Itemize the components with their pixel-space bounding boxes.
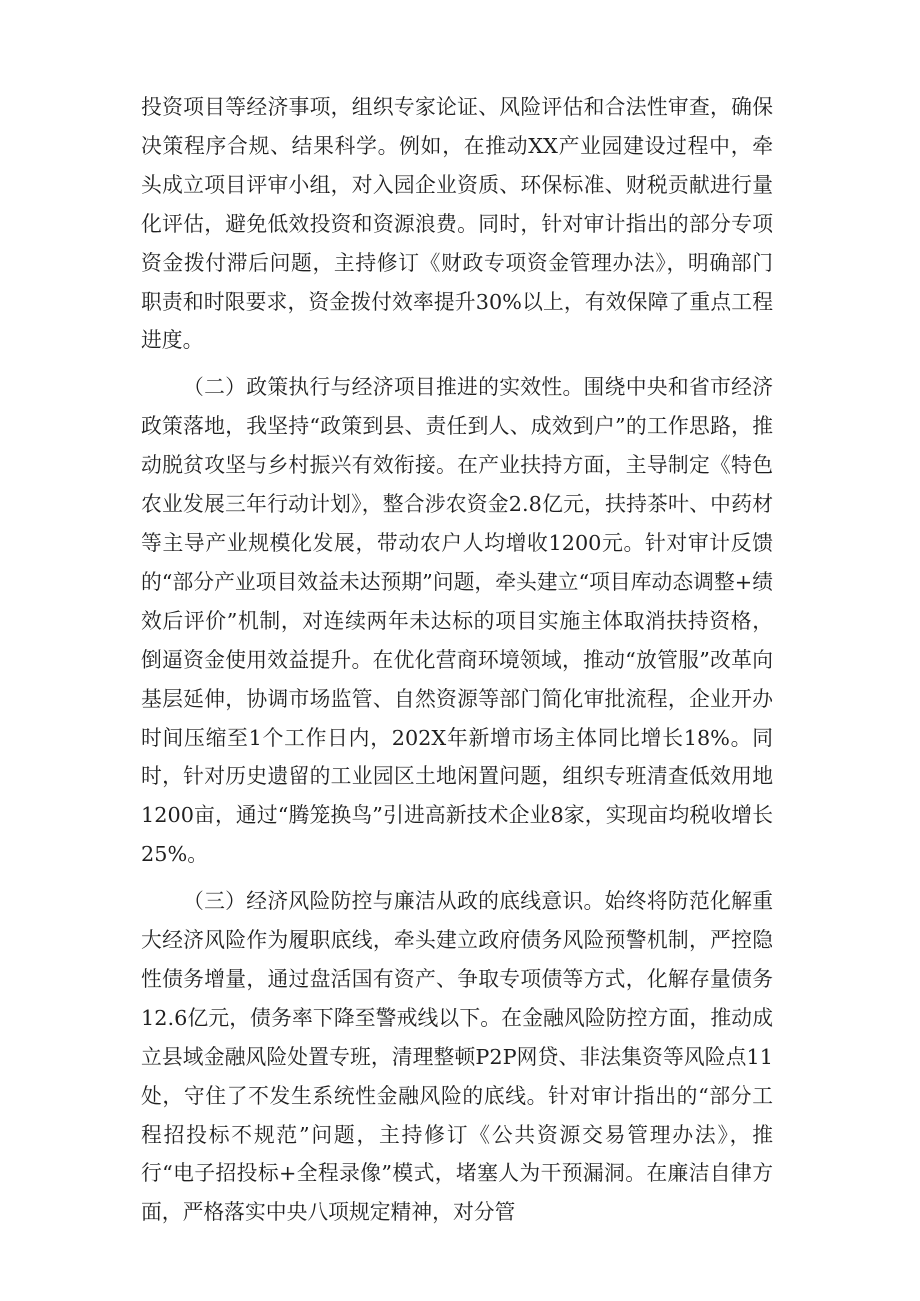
document-body: [141, 88, 773, 1240]
paragraph-section-two: （二）政策执行与经济项目推进的实效性。围绕中央和省市经济政策落地，我坚持“政策到县、责任到人、成效到户”的工作思路，推动脱贫攻坚与乡村振兴有效衔接。在产业扶持方面，主导制定《特色农业发展三年行动计划》，整合涉农资金2.8亿元，扶持茶叶、中药材等主导产业规模化发展，带动农户人均增收1200元。针对审计反馈的“部分产业项目效益未达预期”问题，牵头建立“项目库动态调整+绩效后评价”机制，对连续两年未达标的项目实施主体取消扶持资格，倒逼资金使用效益提升。在优化营商环境领域，推动“放管服”改革向基层延伸，协调市场监管、自然资源等部门简化审批流程，企业开办时间压缩至1个工作日内，202X年新增市场主体同比增长18%。同时，针对历史遗留的工业园区土地闲置问题，组织专班清查低效用地1200亩，通过“腾笼换鸟”引进高新技术企业8家，实现亩均税收增长25%。: [141, 375, 773, 867]
paragraph-section-three: （三）经济风险防控与廉洁从政的底线意识。始终将防范化解重大经济风险作为履职底线，牵头建立政府债务风险预警机制，严控隐性债务增量，通过盘活国有资产、争取专项债等方式，化解存量债务12.6亿元，债务率下降至警戒线以下。在金融风险防控方面，推动成立县域金融风险处置专班，清理整顿P2P网贷、非法集资等风险点11处，守住了不发生系统性金融风险的底线。针对审计指出的“部分工程招投标不规范”问题，主持修订《公共资源交易管理办法》，推行“电子招投标+全程录像”模式，堵塞人为干预漏洞。在廉洁自律方面，严格落实中央八项规定精神，对分管: [141, 889, 773, 1225]
paragraph-continuation: 投资项目等经济事项，组织专家论证、风险评估和合法性审查，确保决策程序合规、结果科学。例如，在推动XX产业园建设过程中，牵头成立项目评审小组，对入园企业资质、环保标准、财税贡献进行量化评估，避免低效投资和资源浪费。同时，针对审计指出的部分专项资金拨付滞后问题，主持修订《财政专项资金管理办法》，明确部门职责和时限要求，资金拨付效率提升30%以上，有效保障了重点工程进度。: [141, 95, 773, 353]
